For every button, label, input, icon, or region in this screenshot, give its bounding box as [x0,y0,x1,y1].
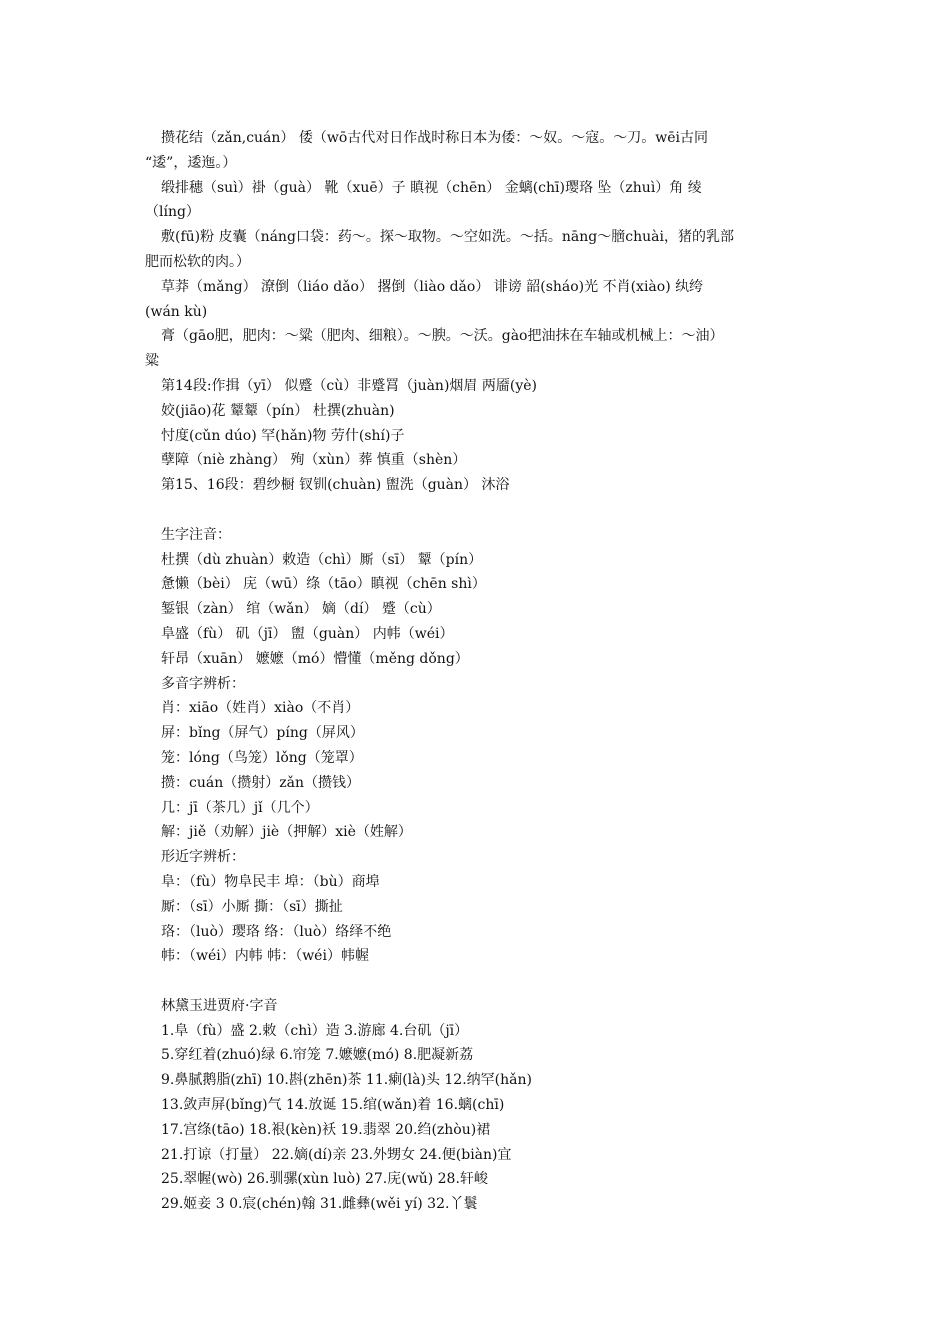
text-line: 缎排穗（suì）褂（guà） 靴（xuē）子 瞋视（chēn） 金螭(chī)璎珞 坠（zhuì）角 绫 [161,179,702,196]
text-line: 忖度(cǔn dúo) 罕(hǎn)物 劳什(shí)子 [161,427,405,444]
text-line: 第15、16段：碧纱橱 钗钏(chuàn) 盥洗（guàn） 沐浴 [161,477,510,494]
text-line: 25.翠幄(wò) 26.驯骡(xùn luò) 27.庑(wǔ) 28.轩峻 [161,1171,488,1188]
text-line: 攒：cuán（攒射）zǎn（攒钱） [161,774,360,791]
text-line: 17.宫绦(tāo) 18.裉(kèn)袄 19.翡翠 20.绉(zhòu)裙 [161,1121,491,1138]
text-line: 肖：xiāo（姓肖）xiào（不肖） [161,700,360,717]
text-line: 13.敛声屏(bǐng)气 14.放诞 15.绾(wǎn)着 16.螭(chī) [161,1097,505,1114]
text-line: 29.姬妾 3 0.宸(chén)翰 31.雌彝(wěi yí) 32.丫鬟 [161,1196,478,1213]
text-line: 第14段:作揖（yī） 似蹙（cù）非蹙罥（juàn)烟眉 两靥(yè) [161,377,537,394]
text-line: 肥而松软的肉。） [145,253,250,270]
text-line: 解：jiě（劝解）jiè（押解）xiè（姓解） [161,824,412,841]
text-line: 珞：（luò）璎珞 络：（luò）络绎不绝 [161,923,392,940]
text-line: 帏：（wéi）内帏 帏：（wéi）帏幄 [161,948,369,965]
text-line: 9.鼻腻鹅脂(zhī) 10.斟(zhēn)茶 11.瘌(là)头 12.纳罕(hǎn) [161,1072,532,1089]
blank-line [145,969,810,994]
text-line: 21.打谅（打量） 22.嫡(dí)亲 23.外甥女 24.便(biàn)宜 [161,1146,512,1163]
text-line: (wán kù) [145,303,208,320]
text-line: 惫懒（bèi） 庑（wū）绦（tāo）瞋视（chēn shì） [161,576,486,593]
text-line: 攒花结（zǎn,cuán） 倭（wō古代对日作战时称日本为倭：～奴。～寇。～刀。wēi古同 [161,130,709,146]
section-heading: 多音字辨析： [161,675,245,692]
text-line: 杜撰（dù zhuàn）敕造（chì）厮（sī） 颦（pín） [161,551,483,568]
text-line: 厮：（sī）小厮 撕：（sī）撕扯 [161,898,343,915]
text-line: 粱 [145,353,159,370]
text-line: 1.阜（fù）盛 2.敕（chì）造 3.游廊 4.台矶（jī） [161,1022,469,1039]
text-line: 几：jī（茶几）jǐ（几个） [161,799,319,816]
text-line: 草莽（mǎng） 潦倒（liáo dǎo） 撂倒（liào dǎo） 诽谤 韶(sháo)光 不肖(xiào) 纨绔 [161,278,704,295]
text-line: “逶”，逶迤。） [145,154,237,171]
blank-line [145,498,810,523]
text-line: 笼：lóng（鸟笼）lǒng（笼罩） [161,749,363,766]
section-heading: 生字注音： [161,526,231,543]
text-line: 敷(fū)粉 皮囊（náng口袋：药～。探～取物。～空如洗。～括。nāng～膪chuài，猪的乳部 [161,229,734,246]
section-heading: 形近字辨析： [161,849,245,866]
text-line: 5.穿红着(zhuó)绿 6.帘笼 7.嬷嬷(mó) 8.肥凝新荔 [161,1047,474,1064]
text-line: 錾银（zàn） 绾（wǎn） 嫡（dí） 蹙（cù） [161,601,441,618]
document-body [145,126,810,1217]
text-line: 屏：bǐng（屏气）píng（屏风） [161,725,364,742]
text-line: 姣(jiāo)花 颦颦（pín） 杜撰(zhuàn) [161,402,395,419]
text-line: （líng） [145,204,200,221]
section-heading: 林黛玉进贾府·字音 [161,997,278,1014]
text-line: 轩昂（xuān） 嬷嬷（mó）懵懂（měng dǒng） [161,650,469,667]
text-line: 孽障（niè zhàng） 殉（xùn）葬 慎重（shèn） [161,452,467,469]
text-line: 膏（gāo肥，肥肉：～粱（肥肉、细粮）。～腴。～沃。gào把油抹在车轴或机械上：～油） [161,328,724,345]
text-line: 阜盛（fù） 矶（jī） 盥（guàn） 内帏（wéi） [161,625,454,642]
text-line: 阜：（fù）物阜民丰 埠：（bù）商埠 [161,873,380,890]
